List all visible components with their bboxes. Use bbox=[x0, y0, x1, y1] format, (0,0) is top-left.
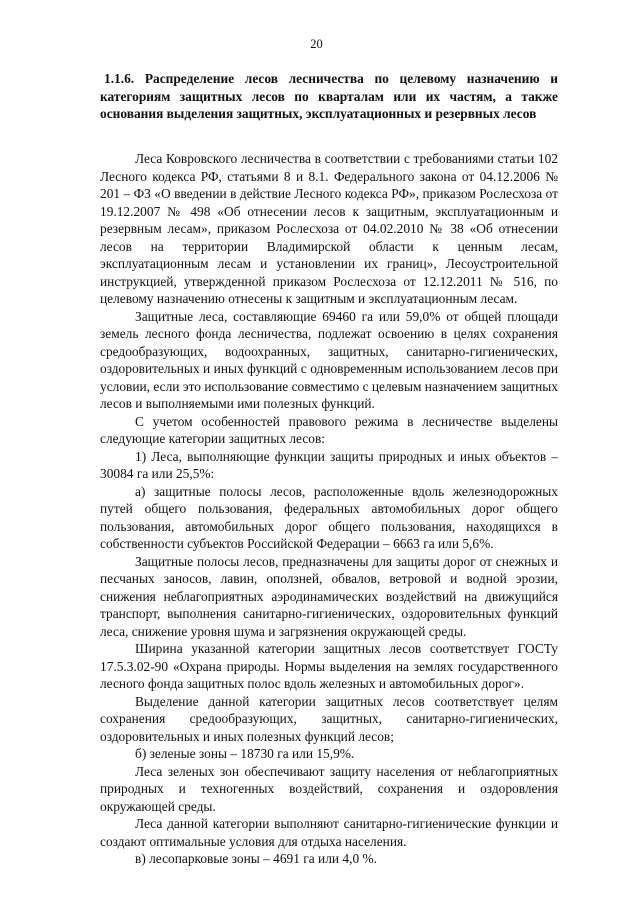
list-item-1: 1) Леса, выполняющие функции защиты природных и иных объектов – 30084 га или 25,5%: bbox=[100, 448, 558, 481]
page-number: 20 bbox=[310, 37, 323, 51]
list-item-a: а) защитные полосы лесов, расположенные вдоль железнодорожных путей общего пользования, федеральных автомобильных дорог общего пользования, автомобильных дорог общего пользования, находящихся в собственности субъектов Российской Федерации – 6663 га или 5,6%. bbox=[100, 483, 558, 551]
paragraph-protective-strips: Защитные полосы лесов, предназначены для защиты дорог от снежных и песчаных заносов, лавин, оползней, обвалов, ветровой и водной эрозии, снижения неблагоприятных аэродинамических воздействий на движущийся транспорт, выполнения санитарно-гигиенических, оздоровительных функций леса, снижение уровня шума и загрязнения окружающей среды. bbox=[100, 553, 558, 639]
list-item-v: в) лесопарковые зоны – 4691 га или 4,0 %. bbox=[135, 851, 377, 866]
paragraph-protective-forests: Защитные леса, составляющие 69460 га или 59,0% от общей площади земель лесного фонда лесничества, подлежат освоению в целях сохранения средообразующих, водоохранных, защитных, санитарно-гигиенических, оздоровительных и иных функций с одновременным использованием лесов при условии, если это использование совместимо с целевым назначением защитных лесов и выполняемыми ими полезных функций. bbox=[100, 308, 558, 411]
document-body bbox=[100, 150, 558, 868]
paragraph-legal-basis: Леса Ковровского лесничества в соответствии с требованиями статьи 102 Лесного кодекса РФ, статьями 8 и 8.1. Федерального закона от 04.12.2006 № 201 – ФЗ «О введении в действие Лесного кодекса РФ», приказом Рослесхоза от 19.12.2007 № 498 «Об отнесении лесов к защитным, эксплуатационным и резервным лесам», приказом Рослесхоза от 04.02.2010 № 38 «Об отнесении лесов на территории Владимирской области к ценным лесам, эксплуатационным лесам и установлении их границ», Лесоустроительной инструкцией, утвержденной приказом Рослесхоза от 12.12.2011 № 516, по целевому назначению отнесены к защитным и эксплуатационным лесам. bbox=[100, 151, 558, 306]
section-heading: 1.1.6. Распределение лесов лесничества по целевому назначению и категориям защитных лесов по кварталам или их частям, а также основания выделения защитных, эксплуатационных и резервных лесов bbox=[100, 71, 558, 121]
paragraph-green-zones: Леса зеленых зон обеспечивают защиту населения от неблагоприятных природных и техногенных воздействий, сохранения и оздоровления окружающей среды. bbox=[100, 763, 558, 814]
list-item-b: б) зеленые зоны – 18730 га или 15,9%. bbox=[135, 746, 355, 761]
paragraph-categories-intro: С учетом особенностей правового режима в лесничестве выделены следующие категории защитных лесов: bbox=[100, 413, 558, 446]
paragraph-category-goals: Выделение данной категории защитных лесов соответствует целям сохранения средообразующих, защитных, санитарно-гигиенических, оздоровительных и иных полезных функций лесов; bbox=[100, 693, 558, 744]
paragraph-gost-width: Ширина указанной категории защитных лесов соответствует ГОСТу 17.5.3.02-90 «Охрана природы. Нормы выделения на землях государственного лесного фонда защитных полос вдоль железных и автомобильных дорог». bbox=[100, 641, 558, 691]
paragraph-green-zones-functions: Леса данной категории выполняют санитарно-гигиенические функции и создают оптимальные условия для отдыха населения. bbox=[100, 816, 558, 849]
